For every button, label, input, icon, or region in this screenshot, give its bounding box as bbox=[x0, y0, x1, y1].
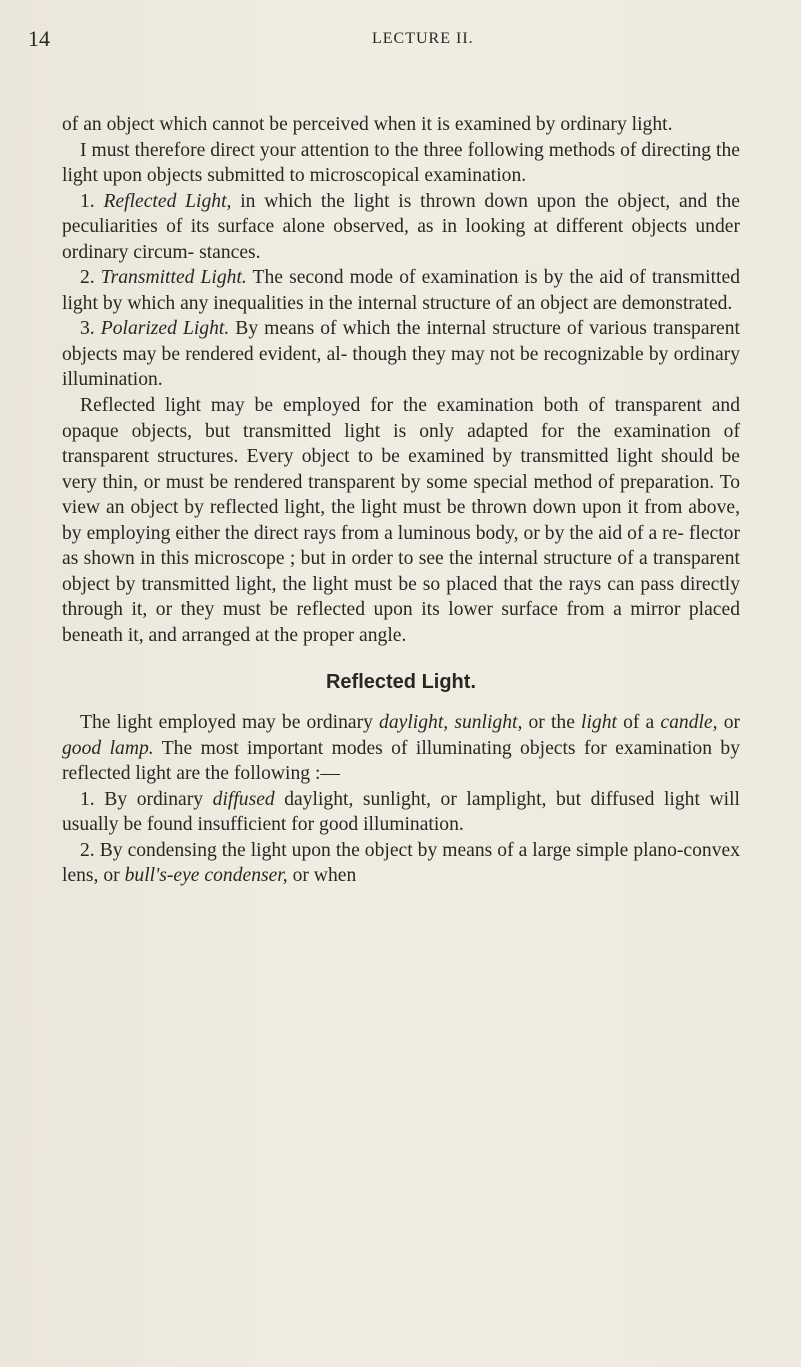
paragraph-text: By means of which the internal structure of various transparent objects may be rendered evident, al- though they may not be recognizable by ordinary illumination. bbox=[62, 318, 740, 391]
running-head bbox=[0, 26, 801, 56]
text-run: or the bbox=[528, 712, 575, 734]
method-transmitted bbox=[62, 265, 740, 316]
body-text bbox=[62, 112, 740, 889]
paragraph-continuation bbox=[62, 112, 740, 138]
text-run: The most important modes of illuminating objects for examination by reflected light are the following :— bbox=[62, 737, 741, 785]
term-daylight: daylight, bbox=[379, 712, 449, 734]
method-term: Polarized Light. bbox=[100, 318, 230, 340]
method-term: Transmitted Light. bbox=[100, 267, 247, 289]
term-sunlight: sunlight, bbox=[454, 712, 523, 734]
term-diffused: diffused bbox=[212, 788, 275, 810]
paragraph-text: of an object which cannot be perceived when it is examined by ordinary light. bbox=[62, 114, 673, 135]
paragraph-text: The second mode of examination is by the aid of transmitted light by which any inequalities in the internal structure of an object are demonstrated. bbox=[62, 267, 740, 314]
text-run: or bbox=[723, 712, 741, 734]
section-intro bbox=[62, 710, 740, 787]
paragraph-text: Reflected light may be employed for the examination both of transparent and opaque objects, but transmitted light is only adapted for the examination of transparent structures. Every object to be examined by transmitted light should be very thin, or must be rendered transparent by some special method of preparation. To view an object by reflected light, the light must be thrown down upon it from above, by employing either the direct rays from a luminous body, or by the aid of a re- flector as shown in this microscope ; but in order to see the internal structure of a transparent object by transmitted light, the light must be so placed that the rays can pass directly through it, or they must be reflected upon its lower surface from a mirror placed beneath it, and arranged at the proper angle. bbox=[62, 395, 740, 646]
item-number: 2. bbox=[80, 839, 95, 861]
item-number: 1. bbox=[80, 788, 95, 810]
method-term: Reflected Light, bbox=[103, 190, 232, 212]
text-run: By condensing the light upon the object by means of a large simple plano-convex lens, or bbox=[62, 839, 740, 887]
page-number: 14 bbox=[28, 26, 50, 51]
paragraph-text: in which the light is thrown down upon the object, and the peculiarities of its surface alone observed, as in looking at different objects under ordinary circum- stances. bbox=[62, 190, 740, 263]
running-title: LECTURE II. bbox=[372, 30, 474, 47]
paragraph-text: I must therefore direct your attention to the three following methods of directing the light upon objects submitted to microscopical examination. bbox=[62, 139, 740, 187]
term-light: light bbox=[581, 712, 617, 734]
item-number: 1. bbox=[80, 190, 95, 212]
term-lamp: good lamp. bbox=[62, 737, 154, 759]
text-run: daylight, sunlight, or lamplight, but diffused light will usually be found insufficient for good illumination. bbox=[62, 788, 740, 836]
method-reflected bbox=[62, 189, 740, 266]
paragraph-comparison bbox=[62, 393, 740, 648]
text-run: By ordinary bbox=[104, 788, 204, 810]
term-candle: candle, bbox=[660, 712, 718, 734]
item-number: 3. bbox=[80, 318, 95, 340]
method-polarized bbox=[62, 316, 740, 393]
section-heading: Reflected Light. bbox=[325, 671, 476, 694]
text-run: The light employed may be ordinary bbox=[80, 712, 373, 734]
mode-diffused bbox=[62, 787, 740, 838]
term-condenser: bull's-eye condenser, bbox=[124, 865, 288, 887]
text-run: or when bbox=[292, 865, 357, 887]
mode-condensing bbox=[62, 838, 740, 889]
paragraph-intro bbox=[62, 138, 740, 189]
text-run: of a bbox=[623, 712, 655, 734]
item-number: 2. bbox=[80, 267, 95, 289]
